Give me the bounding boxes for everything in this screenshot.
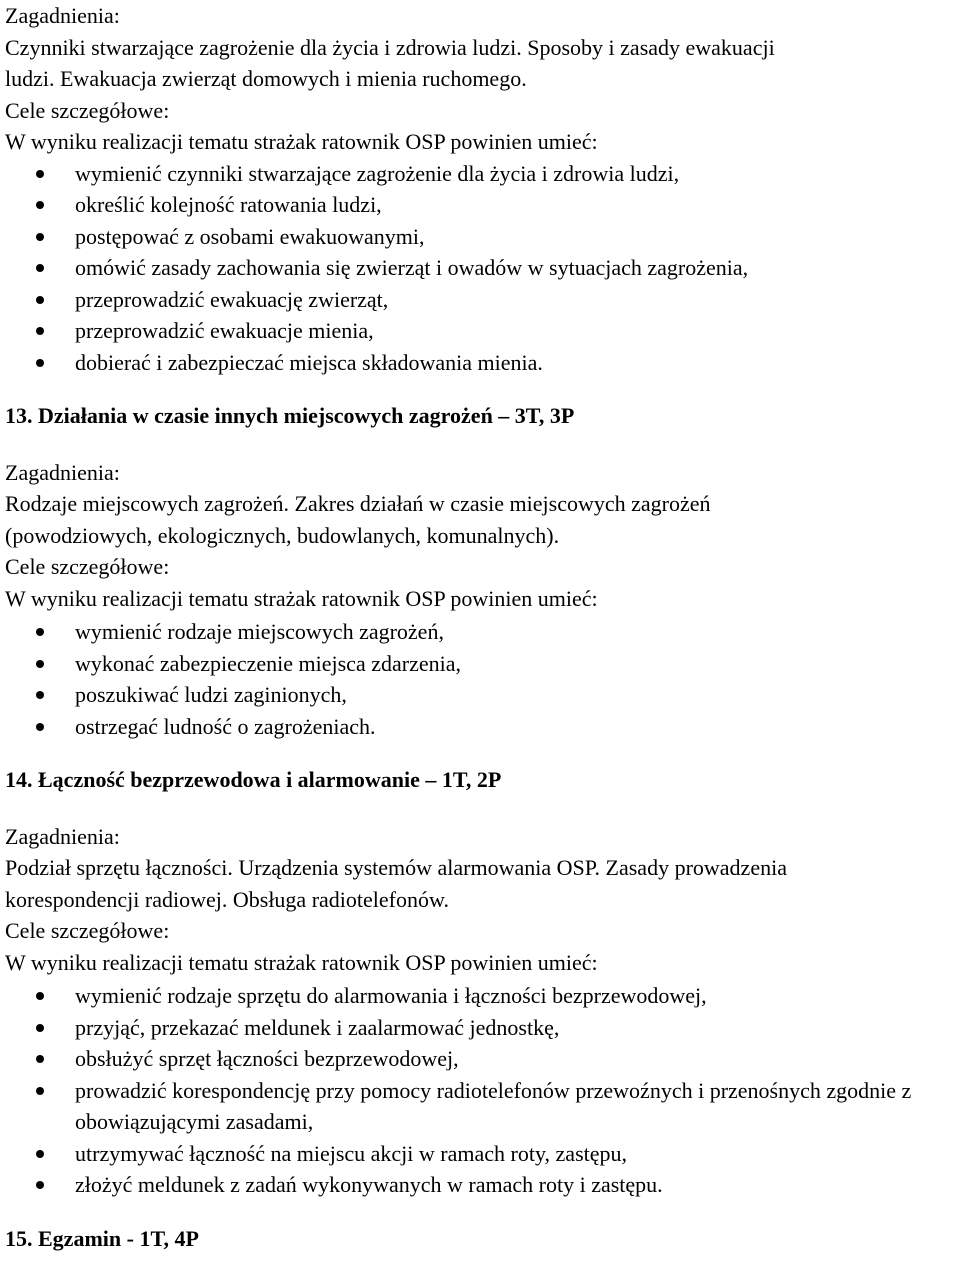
- bullet-icon: [36, 233, 44, 241]
- list-item: wykonać zabezpieczenie miejsca zdarzenia,: [5, 648, 957, 680]
- goals-list: [5, 158, 957, 379]
- goals-intro: W wyniku realizacji tematu strażak ratownik OSP powinien umieć:: [5, 585, 598, 611]
- bullet-icon: [36, 1024, 44, 1032]
- goals-intro: W wyniku realizacji tematu strażak ratownik OSP powinien umieć:: [5, 129, 598, 154]
- list-item: przeprowadzić ewakuację zwierząt,: [5, 284, 957, 316]
- section-15: [5, 1223, 957, 1255]
- section-title: 14. Łączność bezprzewodowa i alarmowanie – 1T, 2P: [5, 767, 502, 792]
- topics-text-line: (powodziowych, ekologicznych, budowlanych, komunalnych).: [5, 522, 560, 548]
- list-item: obsłużyć sprzęt łączności bezprzewodowej,: [5, 1043, 957, 1075]
- goals-intro: W wyniku realizacji tematu strażak ratownik OSP powinien umieć:: [5, 949, 598, 975]
- bullet-icon: [36, 1055, 44, 1063]
- section-title: 13. Działania w czasie innych miejscowych zagrożeń – 3T, 3P: [5, 403, 575, 428]
- section-title: 15. Egzamin - 1T, 4P: [5, 1225, 199, 1251]
- bullet-icon: [36, 170, 44, 178]
- bullet-icon: [36, 359, 44, 367]
- goals-list: [5, 616, 957, 742]
- list-item: złożyć meldunek z zadań wykonywanych w ramach roty i zastępu.: [5, 1169, 957, 1201]
- bullet-icon: [36, 327, 44, 335]
- goals-label: Cele szczegółowe:: [5, 918, 170, 943]
- topics-label: Zagadnienia:: [5, 823, 120, 849]
- bullet-icon: [36, 691, 44, 699]
- document-page: [5, 0, 957, 1254]
- bullet-icon: [36, 201, 44, 209]
- goals-label: Cele szczegółowe:: [5, 554, 170, 579]
- list-item: przyjąć, przekazać meldunek i zaalarmować jednostkę,: [5, 1012, 957, 1044]
- list-item: wymienić rodzaje miejscowych zagrożeń,: [5, 616, 957, 648]
- list-item: określić kolejność ratowania ludzi,: [5, 189, 957, 221]
- list-item: prowadzić korespondencję przy pomocy radiotelefonów przewoźnych i przenośnych zgodnie z obowiązującymi zasadami,: [5, 1075, 957, 1138]
- list-item: omówić zasady zachowania się zwierząt i owadów w sytuacjach zagrożenia,: [5, 252, 957, 284]
- bullet-icon: [36, 1087, 44, 1095]
- section-14: [5, 764, 957, 1201]
- intro-section: [5, 0, 957, 378]
- bullet-icon: [36, 1150, 44, 1158]
- topics-label: Zagadnienia:: [5, 459, 120, 485]
- list-item: dobierać i zabezpieczać miejsca składowania mienia.: [5, 347, 957, 379]
- list-item: ostrzegać ludność o zagrożeniach.: [5, 711, 957, 743]
- section-13: [5, 400, 957, 742]
- list-item: poszukiwać ludzi zaginionych,: [5, 679, 957, 711]
- goals-list: [5, 980, 957, 1201]
- list-item: utrzymywać łączność na miejscu akcji w ramach roty, zastępu,: [5, 1138, 957, 1170]
- topics-text-line: ludzi. Ewakuacja zwierząt domowych i mienia ruchomego.: [5, 66, 527, 91]
- list-item: wymienić rodzaje sprzętu do alarmowania i łączności bezprzewodowej,: [5, 980, 957, 1012]
- bullet-icon: [36, 264, 44, 272]
- list-item: postępować z osobami ewakuowanymi,: [5, 221, 957, 253]
- topics-text-line: Podział sprzętu łączności. Urządzenia systemów alarmowania OSP. Zasady prowadzenia: [5, 855, 787, 880]
- list-item: przeprowadzić ewakuacje mienia,: [5, 315, 957, 347]
- goals-label: Cele szczegółowe:: [5, 97, 170, 123]
- bullet-icon: [36, 296, 44, 304]
- list-item: wymienić czynniki stwarzające zagrożenie dla życia i zdrowia ludzi,: [5, 158, 957, 190]
- bullet-icon: [36, 1181, 44, 1189]
- bullet-icon: [36, 723, 44, 731]
- topics-label: Zagadnienia:: [5, 3, 120, 28]
- topics-text-line: Rodzaje miejscowych zagrożeń. Zakres działań w czasie miejscowych zagrożeń: [5, 491, 711, 516]
- topics-text-line: korespondencji radiowej. Obsługa radiotelefonów.: [5, 886, 449, 912]
- bullet-icon: [36, 660, 44, 668]
- bullet-icon: [36, 628, 44, 636]
- bullet-icon: [36, 992, 44, 1000]
- topics-text-line: Czynniki stwarzające zagrożenie dla życia i zdrowia ludzi. Sposoby i zasady ewakuacji: [5, 34, 775, 60]
